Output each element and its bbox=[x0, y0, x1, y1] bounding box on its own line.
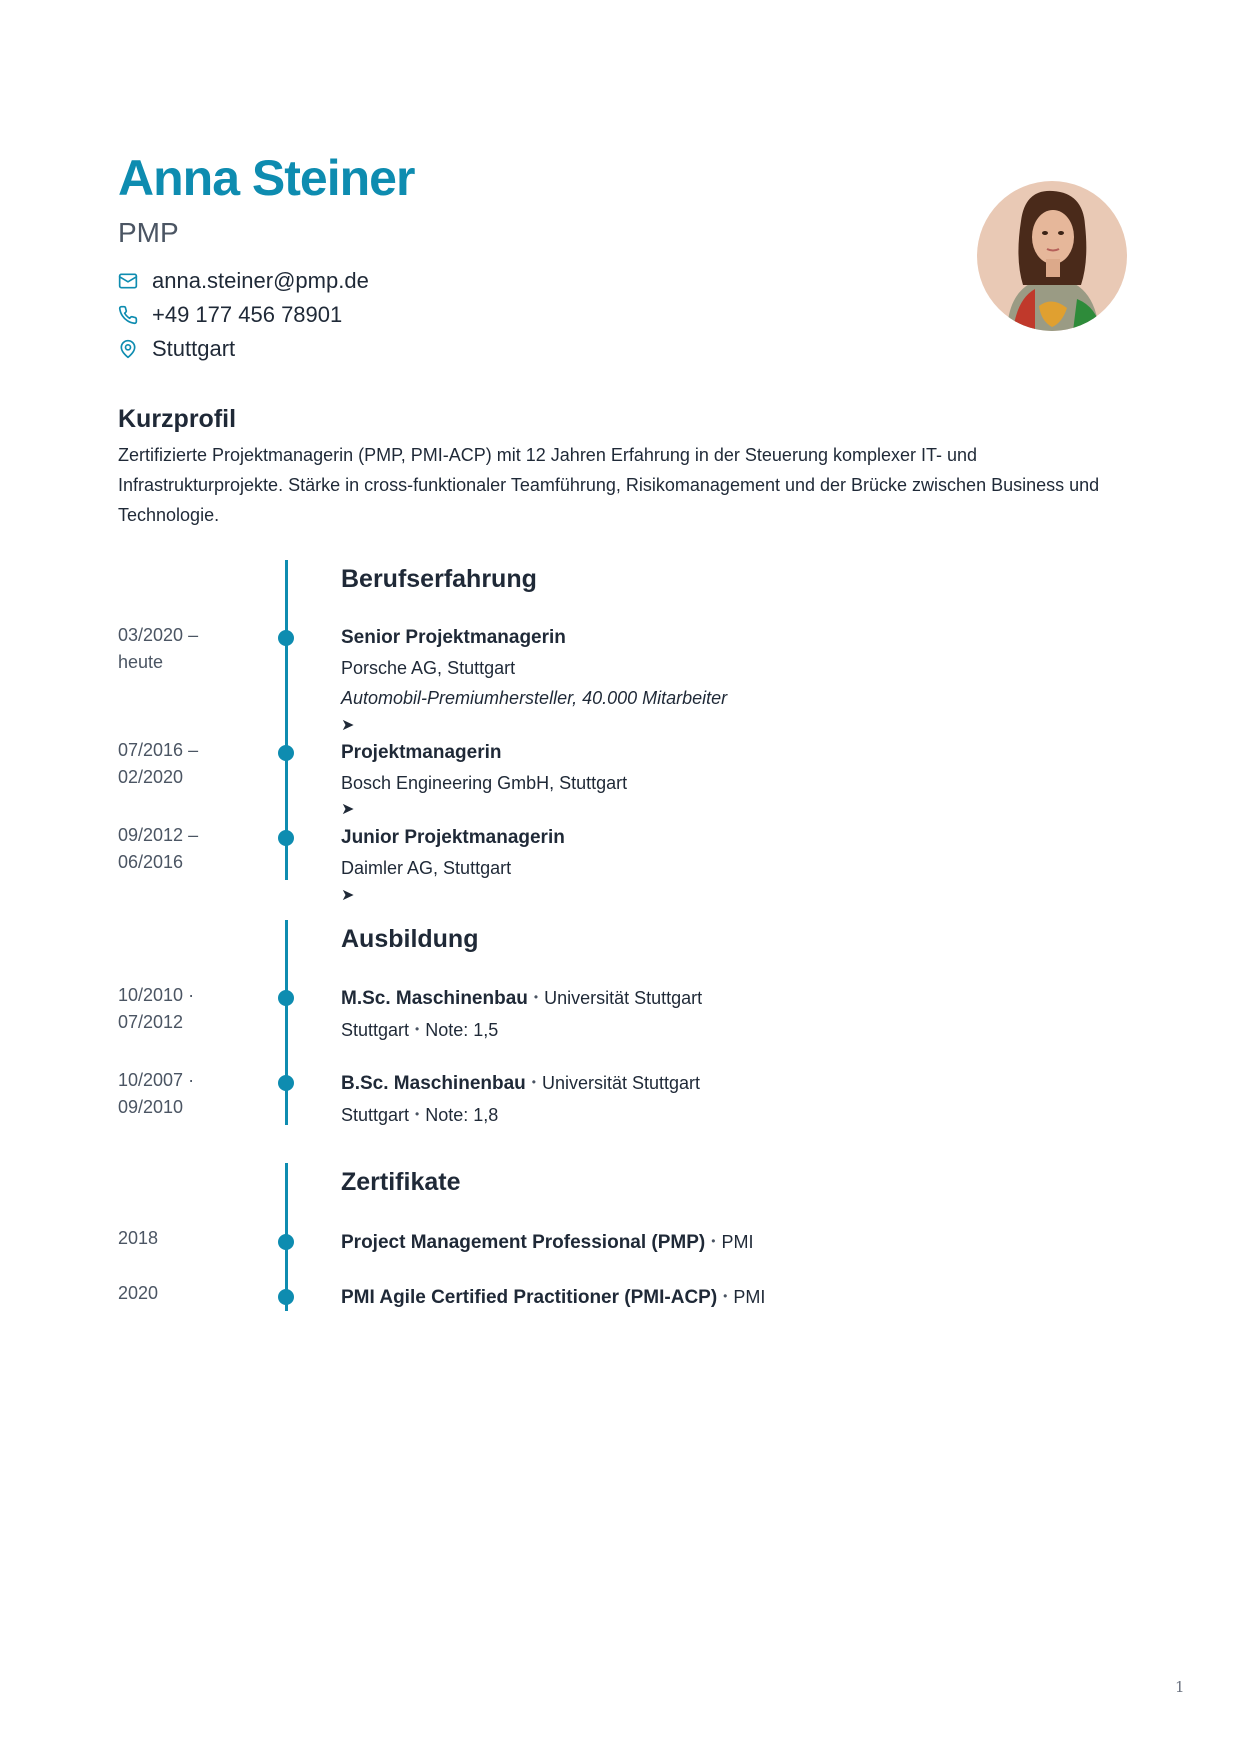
arrow-icon: ➤ bbox=[341, 887, 355, 904]
degree-details: Stuttgart • Note: 1,8 bbox=[341, 1105, 499, 1125]
mail-icon bbox=[118, 271, 138, 291]
job-role: Junior Projektmanagerin bbox=[341, 827, 565, 848]
certificates-heading: Zertifikate bbox=[341, 1168, 461, 1196]
page-number: 1 bbox=[1175, 1678, 1185, 1696]
education-entry bbox=[341, 1068, 700, 1132]
degree-details: Stuttgart • Note: 1,5 bbox=[341, 1020, 499, 1040]
contact-phone[interactable] bbox=[118, 298, 369, 332]
candidate-name: Anna Steiner bbox=[118, 150, 415, 206]
experience-date: 07/2016 – 02/2020 bbox=[118, 740, 199, 787]
email-text: anna.steiner@pmp.de bbox=[152, 268, 369, 293]
timeline-dot bbox=[278, 1289, 294, 1305]
kurzprofil-text: Zertifizierte Projektmanagerin (PMP, PMI-ACP) mit 12 Jahren Erfahrung in der Steuerung komplexer IT- und Infrastrukturprojekte. Stärke in cross-funktionaler Teamführung, Risikomanagement und der Brücke zwischen Business und Technologie. bbox=[118, 445, 1100, 525]
certificate-entry: Project Management Professional (PMP) • PMI bbox=[341, 1232, 754, 1253]
education-heading: Ausbildung bbox=[341, 925, 479, 953]
education-date: 10/2007 · 09/2010 bbox=[118, 1070, 195, 1117]
certificate-entry: PMI Agile Certified Practitioner (PMI-ACP) • PMI bbox=[341, 1287, 766, 1308]
phone-text: +49 177 456 78901 bbox=[152, 302, 343, 327]
timeline-line-education bbox=[285, 920, 288, 1125]
job-role: Senior Projektmanagerin bbox=[341, 627, 566, 648]
certificate-year: 2018 bbox=[118, 1228, 159, 1248]
job-company-line: Porsche AG, Stuttgart bbox=[341, 658, 516, 678]
timeline-dot bbox=[278, 830, 294, 846]
education-entry bbox=[341, 983, 702, 1047]
timeline-dot bbox=[278, 1234, 294, 1250]
profile-photo bbox=[977, 181, 1127, 331]
education-date: 10/2010 · 07/2012 bbox=[118, 985, 195, 1032]
arrow-icon: ➤ bbox=[341, 717, 355, 734]
phone-icon bbox=[118, 305, 138, 325]
job-description: Automobil-Premiumhersteller, 40.000 Mitarbeiter bbox=[341, 688, 728, 708]
location-text: Stuttgart bbox=[152, 336, 236, 361]
job-company-line: Daimler AG, Stuttgart bbox=[341, 858, 512, 878]
degree-line: M.Sc. Maschinenbau • Universität Stuttgart bbox=[341, 988, 703, 1009]
kurzprofil-heading: Kurzprofil bbox=[118, 405, 237, 433]
job-company-line: Bosch Engineering GmbH, Stuttgart bbox=[341, 773, 628, 793]
job-role: Projektmanagerin bbox=[341, 742, 502, 763]
contact-list bbox=[118, 264, 369, 366]
experience-date: 03/2020 – heute bbox=[118, 625, 199, 672]
arrow-icon: ➤ bbox=[341, 801, 355, 818]
timeline-dot bbox=[278, 630, 294, 646]
experience-entry bbox=[341, 738, 627, 798]
timeline-dot bbox=[278, 1075, 294, 1091]
experience-date: 09/2012 – 06/2016 bbox=[118, 825, 199, 872]
timeline-dot bbox=[278, 745, 294, 761]
contact-location bbox=[118, 332, 369, 366]
experience-entry bbox=[341, 623, 727, 713]
experience-entry bbox=[341, 823, 565, 883]
candidate-title: PMP bbox=[118, 217, 179, 248]
contact-email[interactable] bbox=[118, 264, 369, 298]
location-icon bbox=[118, 339, 138, 359]
experience-heading: Berufserfahrung bbox=[341, 565, 537, 593]
timeline-dot bbox=[278, 990, 294, 1006]
degree-line: B.Sc. Maschinenbau • Universität Stuttgart bbox=[341, 1073, 701, 1094]
certificate-year: 2020 bbox=[118, 1283, 159, 1303]
